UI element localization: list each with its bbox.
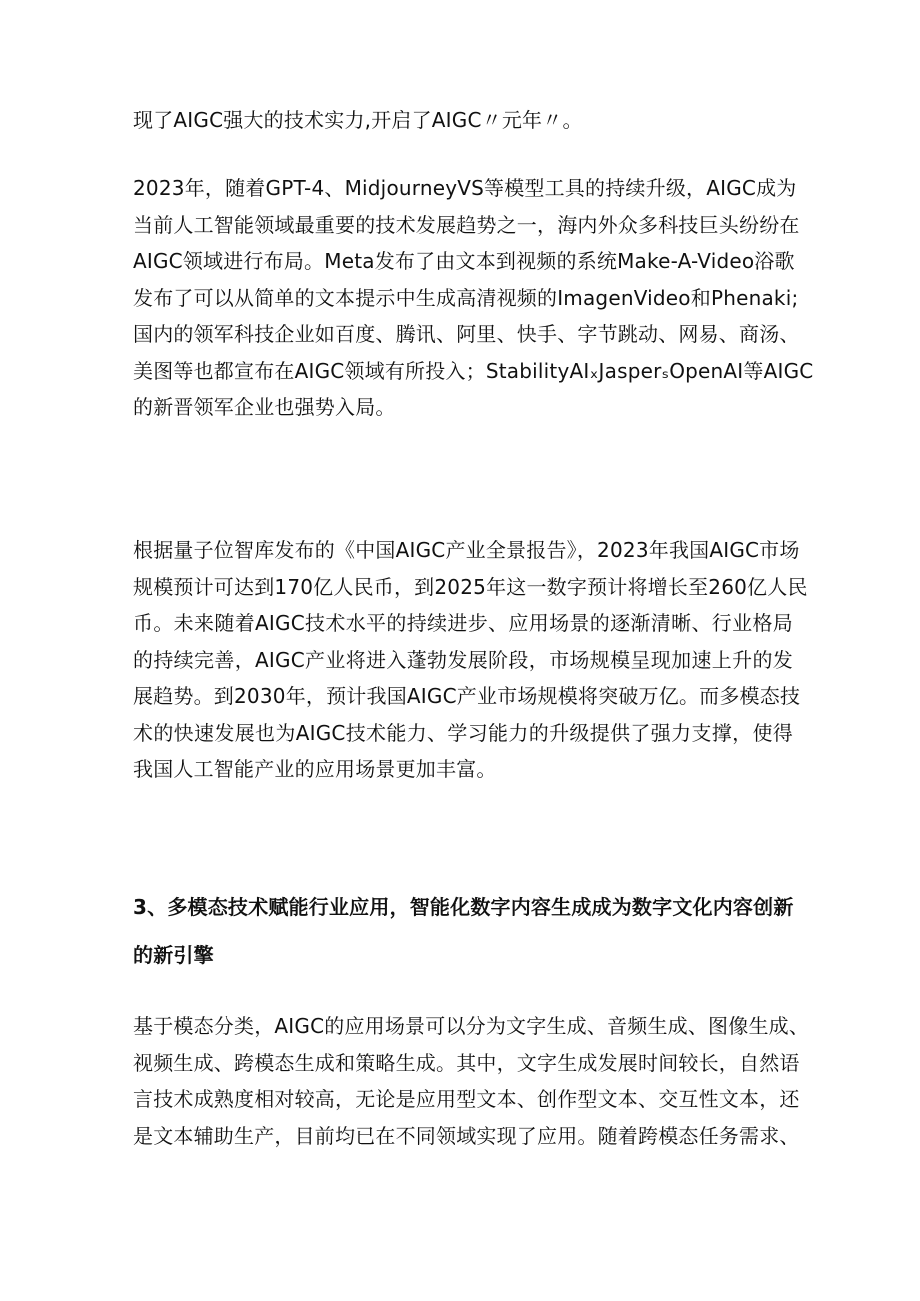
text-line: AIGC领域进行布局。Meta发布了由文本到视频的系统Make-A-Video浴歌 (133, 249, 795, 273)
paragraph-application-scenarios (133, 1008, 810, 1154)
text-line: 的新晋领军企业也强势入局。 (133, 395, 396, 419)
heading-line: 3、多模态技术赋能行业应用，智能化数字内容生成成为数字文化内容创新 (133, 895, 794, 919)
text-line: 国内的领军科技企业如百度、腾讯、阿里、快手、字节跳动、网易、商汤、 (133, 322, 800, 346)
text-line: 当前人工智能领域最重要的技术发展趋势之一，海内外众多科技巨头纷纷在 (133, 212, 800, 237)
text-line: 基于模态分类，AIGC的应用场景可以分为文字生成、音频生成、图像生成、 (133, 1014, 810, 1038)
paragraph-2023-aigc-layout (133, 170, 814, 426)
text-line: 术的快速发展也为AIGC技术能力、学习能力的升级提供了强力支撑，使得 (133, 720, 793, 745)
text-line: 是文本辅助生产，目前均已在不同领域实现了应用。随着跨模态任务需求、 (133, 1123, 800, 1148)
text-line: 展趋势。到2030年，预计我国AIGC产业市场规模将突破万亿。而多模态技 (133, 684, 801, 708)
text-line: 的持续完善，AIGC产业将进入蓬勃发展阶段，市场规模呈现加速上升的发 (133, 647, 793, 672)
text-line: 现了AIGC强大的技术实力,开启了AIGC〃元年〃。 (133, 108, 583, 132)
text-line: 美图等也都宣布在AIGC领域有所投入；StabilityAIₓJasperₛOpenAI等AIGC (133, 358, 814, 383)
text-line: 规模预计可达到170亿人民币，到2025年这一数字预计将增长至260亿人民 (133, 574, 808, 599)
text-line: 根据量子位智库发布的《中国AIGC产业全景报告》，2023年我国AIGC市场 (133, 538, 800, 562)
paragraph-aigc-year-ending (133, 102, 793, 139)
text-line: 视频生成、跨模态生成和策略生成。其中，文字生成发展时间较长，自然语 (133, 1050, 800, 1075)
text-line: 币。未来随着AIGC技术水平的持续进步、应用场景的逐渐清晰、行业格局 (133, 611, 793, 635)
text-line: 发布了可以从简单的文本提示中生成高清视频的ImagenVideo和Phenaki; (133, 285, 799, 310)
text-line: 言技术成熟度相对较高，无论是应用型文本、创作型文本、交互性文本，还 (133, 1087, 800, 1111)
text-line: 2023年，随着GPT-4、MidjourneyVS等模型工具的持续升级，AIGC成为 (133, 176, 797, 200)
heading-line: 的新引擎 (133, 943, 214, 967)
paragraph-market-size-report (133, 532, 808, 788)
section-heading-3 (133, 883, 793, 979)
text-line: 我国人工智能产业的应用场景更加丰富。 (133, 757, 497, 781)
